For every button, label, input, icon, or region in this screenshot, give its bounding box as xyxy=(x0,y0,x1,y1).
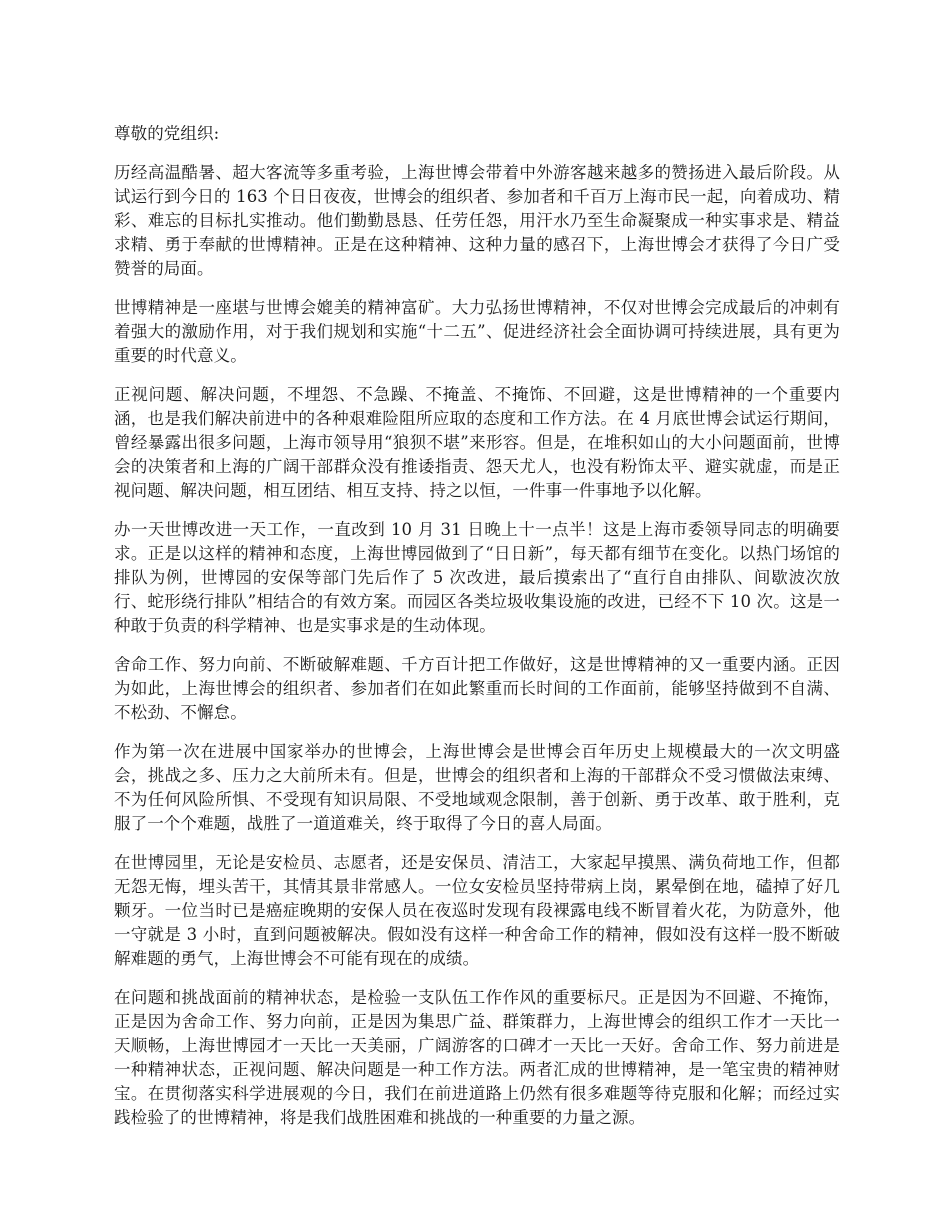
paragraph-1: 历经高温酷暑、超大客流等多重考验，上海世博会带着中外游客越来越多的赞扬进入最后阶段。从试运行到今日的 163 个日日夜夜，世博会的组织者、参加者和千百万上海市民一起，向着成功、精彩、难忘的目标扎实推动。他们勤勤恳恳、任劳任怨，用汗水乃至生命凝聚成一种实事求是、精益求精、勇于奉献的世博精神。正是在这种精神、这种力量的感召下，上海世博会才获得了今日广受赞誉的局面。 xyxy=(114,163,840,278)
paragraph-5: 舍命工作、努力向前、不断破解难题、千方百计把工作做好，这是世博精神的又一重要内涵。正因为如此，上海世博会的组织者、参加者们在如此繁重而长时间的工作面前，能够坚持做到不自满、不松劲、不懈怠。 xyxy=(114,655,840,722)
paragraph-6: 作为第一次在进展中国家举办的世博会，上海世博会是世博会百年历史上规模最大的一次文明盛会，挑战之多、压力之大前所未有。但是，世博会的组织者和上海的干部群众不受习惯做法束缚、不为任何风险所惧、不受现有知识局限、不受地域观念限制，善于创新、勇于改革、敢于胜利，克服了一个个难题，战胜了一道道难关，终于取得了今日的喜人局面。 xyxy=(114,742,840,833)
paragraph-8: 在问题和挑战面前的精神状态，是检验一支队伍工作作风的重要标尺。正是因为不回避、不掩饰，正是因为舍命工作、努力向前，正是因为集思广益、群策群力，上海世博会的组织工作才一天比一天顺畅，上海世博园才一天比一天美丽，广阔游客的口碑才一天比一天好。舍命工作、努力前进是一种精神状态，正视问题、解决问题是一种工作方法。两者汇成的世博精神，是一笔宝贵的精神财宝。在贯彻落实科学进展观的今日，我们在前进道路上仍然有很多难题等待克服和化解；而经过实践检验了的世博精神，将是我们战胜困难和挑战的一种重要的力量之源。 xyxy=(114,988,840,1127)
paragraph-3: 正视问题、解决问题，不埋怨、不急躁、不掩盖、不掩饰、不回避，这是世博精神的一个重要内涵，也是我们解决前进中的各种艰难险阻所应取的态度和工作方法。在 4 月底世博会试运行期间，曾经暴露出很多问题，上海市领导用“狼狈不堪”来形容。但是，在堆积如山的大小问题面前，世博会的决策者和上海的广阔干部群众没有推诿指责、怨天尤人，也没有粉饰太平、避实就虚，而是正视问题、解决问题，相互团结、相互支持、持之以恒，一件事一件事地予以化解。 xyxy=(114,385,840,500)
paragraph-4: 办一天世博改进一天工作，一直改到 10 月 31 日晚上十一点半！这是上海市委领导同志的明确要求。正是以这样的精神和态度，上海世博园做到了“日日新”，每天都有细节在变化。以热门场馆的排队为例，世博园的安保等部门先后作了 5 次改进，最后摸索出了“直行自由排队、间歇波次放行、蛇形绕行排队”相结合的有效方案。而园区各类垃圾收集设施的改进，已经不下 10 次。这是一种敢于负责的科学精神、也是实事求是的生动体现。 xyxy=(114,520,840,635)
salutation: 尊敬的党组织: xyxy=(114,124,220,143)
paragraph-7: 在世博园里，无论是安检员、志愿者，还是安保员、清洁工，大家起早摸黑、满负荷地工作，但都无怨无悔，埋头苦干，其情其景非常感人。一位女安检员坚持带病上岗，累晕倒在地，磕掉了好几颗牙。一位当时已是癌症晚期的安保人员在夜巡时发现有段裸露电线不断冒着火花，为防意外，他一守就是 3 小时，直到问题被解决。假如没有这样一种舍命工作的精神，假如没有这样一股不断破解难题的勇气，上海世博会不可能有现在的成绩。 xyxy=(114,853,840,968)
document-body xyxy=(114,122,840,1145)
paragraph-2: 世博精神是一座堪与世博会媲美的精神富矿。大力弘扬世博精神，不仅对世博会完成最后的冲刺有着强大的激励作用，对于我们规划和实施“十二五”、促进经济社会全面协调可持续进展，具有更为重要的时代意义。 xyxy=(114,298,840,365)
